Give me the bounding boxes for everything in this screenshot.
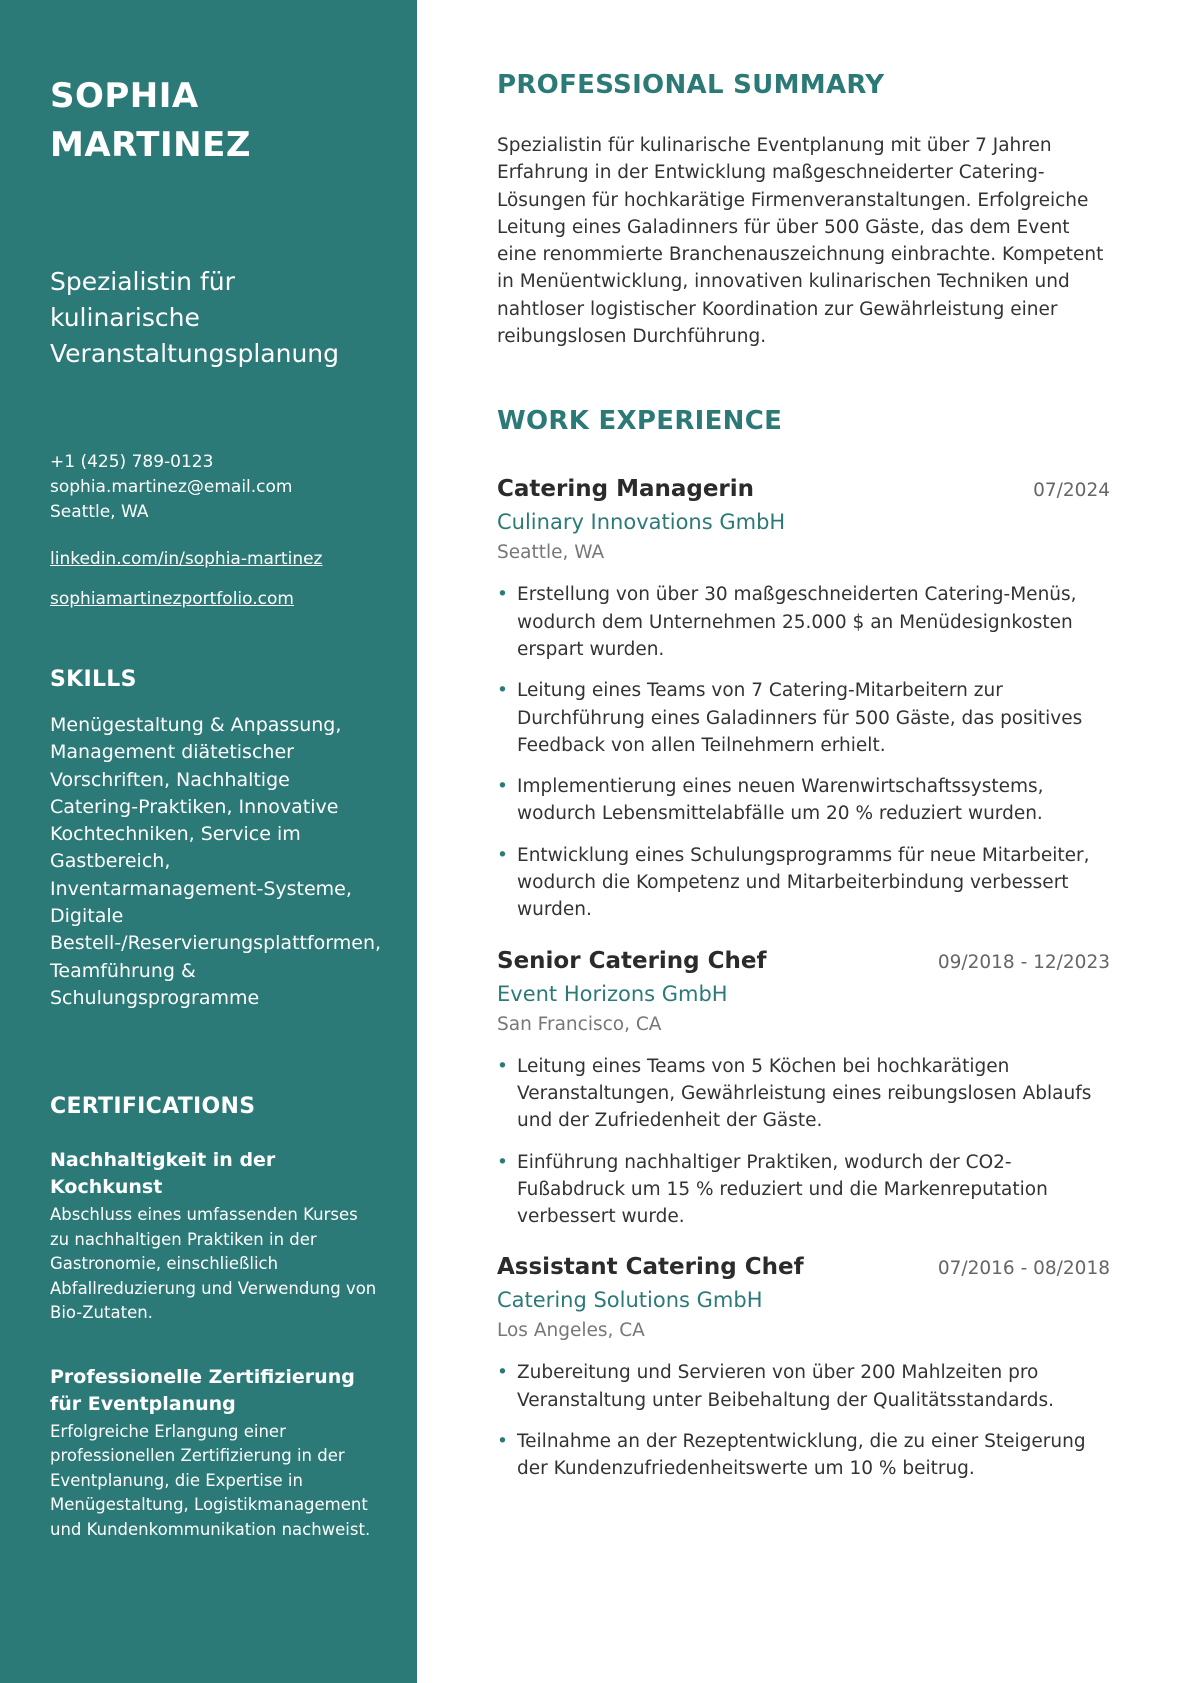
job-company: Culinary Innovations GmbH: [497, 510, 786, 535]
job-bullet: • Leitung eines Teams von 7 Catering-Mitarbeitern zur Durchführung eines Galadinners für 500 Gäste, das positives Feedback von allen Teilnehmern erhielt.: [497, 677, 1110, 759]
contact-block: [50, 450, 377, 525]
job-bullet: • Teilnahme an der Rezeptentwicklung, die zu einer Steigerung der Kundenzufriedenheitswerte um 10 % beitrug.: [497, 1428, 1110, 1483]
person-name: [50, 72, 377, 170]
job-company: Event Horizons GmbH: [497, 981, 728, 1006]
job-bullets: [497, 1053, 1110, 1231]
certification-item: [50, 1364, 377, 1543]
job-bullet: • Einführung nachhaltiger Praktiken, wodurch der CO2-Fußabdruck um 15 % reduziert und die Markenreputation verbessert wurde.: [497, 1149, 1110, 1231]
job-title: Catering Managerin: [497, 476, 755, 503]
certification-title: Nachhaltigkeit in der Kochkunst: [50, 1149, 276, 1199]
skills-text: Menügestaltung & Anpassung, Management diätetischer Vorschriften, Nachhaltige Catering-Praktiken, Innovative Kochtechniken, Service im Gastbereich, Inventarmanagement-Systeme, Digitale Bestell-/Reservierungsplattformen, Teamführung & Schulungsprogramme: [50, 714, 382, 1009]
links-block: [50, 547, 377, 611]
name-last: MARTINEZ: [50, 125, 251, 165]
certifications-heading: CERTIFICATIONS: [50, 1094, 256, 1120]
job-location: Seattle, WA: [497, 542, 605, 564]
job-location: San Francisco, CA: [497, 1013, 662, 1035]
job-title: Senior Catering Chef: [497, 947, 767, 974]
job-bullet: • Zubereitung und Servieren von über 200 Mahlzeiten pro Veranstaltung unter Beibehaltung der Qualitätsstandards.: [497, 1359, 1110, 1414]
job-date: 07/2024: [1033, 480, 1110, 502]
sidebar: [0, 0, 417, 1683]
job-title: Assistant Catering Chef: [497, 1254, 804, 1281]
job-header: [497, 476, 1110, 502]
certification-item: [50, 1147, 377, 1326]
job-bullet: • Erstellung von über 30 maßgeschneiderten Catering-Menüs, wodurch dem Unternehmen 25.000 $ an Menüdesignkosten erspart wurden.: [497, 581, 1110, 663]
job-bullets: [497, 581, 1110, 923]
job-entry: [497, 1254, 1110, 1482]
job-bullet: • Implementierung eines neuen Warenwirtschaftssystems, wodurch Lebensmittelabfälle um 20 % reduziert wurden.: [497, 773, 1110, 828]
phone: +1 (425) 789-0123: [50, 452, 214, 472]
job-company: Catering Solutions GmbH: [497, 1288, 763, 1313]
job-header: [497, 1254, 1110, 1280]
certification-description: Abschluss eines umfassenden Kurses zu nachhaltigen Praktiken in der Gastronomie, einschließlich Abfallreduzierung und Verwendung von Bio-Zutaten.: [50, 1205, 377, 1323]
job-entry: [497, 948, 1110, 1231]
summary-heading: PROFESSIONAL SUMMARY: [497, 70, 885, 100]
main-content: [417, 0, 1190, 1683]
job-location: Los Angeles, CA: [497, 1320, 645, 1342]
job-header: [497, 948, 1110, 974]
job-bullets: [497, 1359, 1110, 1482]
summary-text: Spezialistin für kulinarische Eventplanung mit über 7 Jahren Erfahrung in der Entwicklung maßgeschneiderter Catering-Lösungen für hochkarätige Firmenveranstaltungen. Erfolgreiche Leitung eines Galadinners für über 500 Gäste, das dem Event eine renommierte Branchenauszeichnung einbrachte. Kompetent in Menüentwicklung, innovativen kulinarischen Techniken und nahtloser logistischer Koordination zur Gewährleistung einer reibungslosen Durchführung.: [497, 135, 1104, 348]
job-entry: [497, 476, 1110, 923]
skills-heading: SKILLS: [50, 667, 137, 692]
experience-heading: WORK EXPERIENCE: [497, 406, 783, 437]
job-date: 07/2016 - 08/2018: [937, 1258, 1110, 1280]
email: sophia.martinez@email.com: [50, 477, 293, 497]
portfolio-link[interactable]: sophiamartinezportfolio.com: [50, 589, 294, 609]
certification-title: Professionelle Zertifizierung für Eventplanung: [50, 1365, 355, 1415]
certification-description: Erfolgreiche Erlangung einer professionellen Zertifizierung in der Eventplanung, die Expertise in Menügestaltung, Logistikmanagement und Kundenkommunikation nachweist.: [50, 1421, 371, 1539]
job-bullet: • Leitung eines Teams von 5 Köchen bei hochkarätigen Veranstaltungen, Gewährleistung eines reibungslosen Ablaufs und der Zufriedenheit der Gäste.: [497, 1053, 1110, 1135]
name-first: SOPHIA: [50, 76, 199, 116]
linkedin-link[interactable]: linkedin.com/in/sophia-martinez: [50, 549, 323, 569]
job-bullet: • Entwicklung eines Schulungsprogramms für neue Mitarbeiter, wodurch die Kompetenz und Mitarbeiterbindung verbessert wurden.: [497, 842, 1110, 924]
job-date: 09/2018 - 12/2023: [937, 951, 1110, 973]
tagline: Spezialistin für kulinarische Veranstaltungsplanung: [50, 267, 340, 368]
location: Seattle, WA: [50, 502, 149, 522]
